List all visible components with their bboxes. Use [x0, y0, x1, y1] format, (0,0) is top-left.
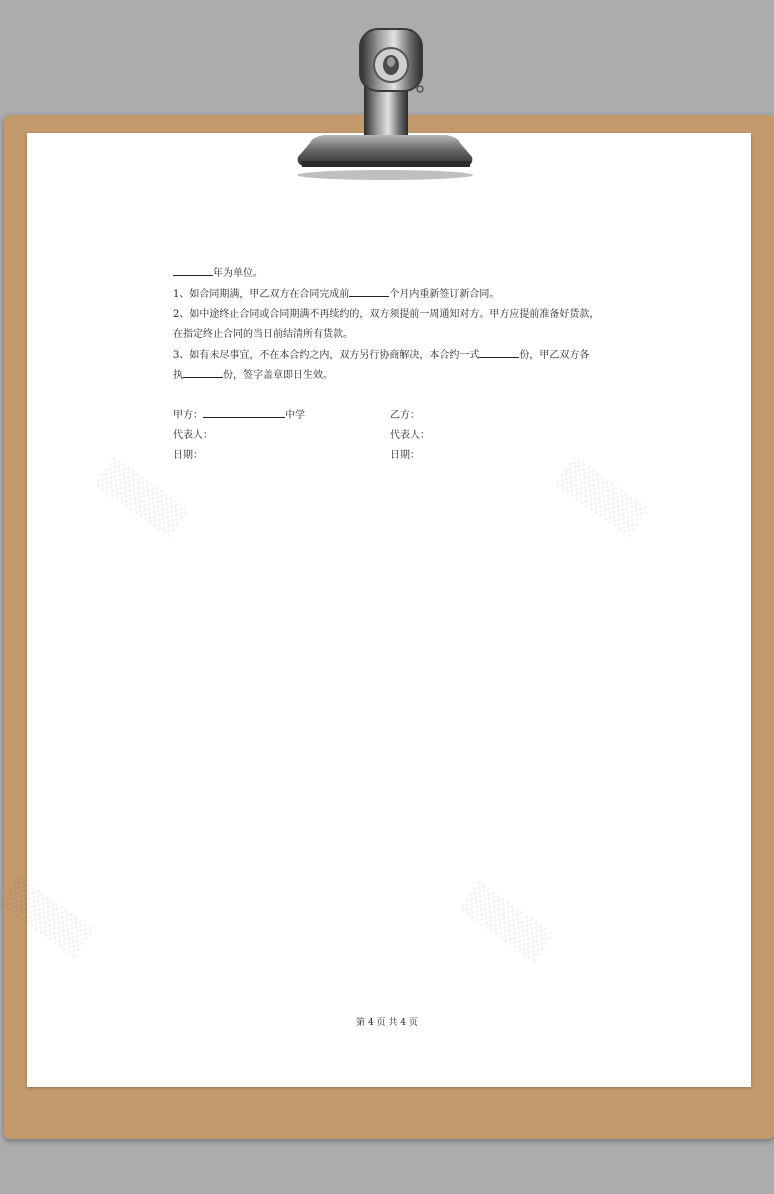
- clause-1: [173, 285, 499, 300]
- clause-3: [173, 346, 589, 361]
- paper-sheet: [27, 133, 751, 1087]
- rep-b-label: 代表人：: [390, 430, 430, 441]
- blank-field: [173, 265, 213, 276]
- clause-2: [173, 305, 599, 320]
- clause-3-continued: [173, 366, 333, 381]
- text-segment: 个月内重新签订新合同。: [389, 289, 500, 300]
- text-segment: 份，签字盖章即日生效。: [223, 370, 333, 381]
- date-b-line: [390, 446, 420, 461]
- party-a-label: 甲方：: [173, 410, 203, 421]
- date-b-label: 日期：: [390, 450, 420, 461]
- binder-clip-icon: [290, 25, 480, 180]
- blank-field: [203, 407, 285, 418]
- party-b-label: 乙方：: [390, 410, 420, 421]
- contract-line-1: [173, 264, 263, 279]
- page-number-footer: 第 4 页 共 4 页: [356, 1018, 418, 1028]
- blank-field: [349, 286, 389, 297]
- party-a-line: [173, 406, 305, 421]
- date-a-label: 日期：: [173, 450, 203, 461]
- rep-a-label: 代表人：: [173, 430, 213, 441]
- party-b-line: [390, 406, 420, 421]
- text-segment: 3、如有未尽事宜，不在本合约之内，双方另行协商解决，本合约一式: [173, 350, 480, 361]
- party-a-suffix: 中学: [285, 410, 305, 421]
- clause-2-continued: [173, 325, 353, 340]
- text-segment: 份，甲乙双方各: [519, 350, 590, 361]
- text-segment: 1、如合同期满，甲乙双方在合同完成前: [173, 289, 350, 300]
- rep-b-line: [390, 426, 430, 441]
- text-segment: 2、如中途终止合同或合同期满不再续约的，双方须提前一周通知对方。甲方应提前准备好货款，: [173, 309, 600, 320]
- text-segment: 年为单位。: [213, 268, 263, 279]
- blank-field: [183, 367, 223, 378]
- text-segment: 在指定终止合同的当日前结清所有货款。: [173, 329, 353, 340]
- date-a-line: [173, 446, 203, 461]
- blank-field: [479, 347, 519, 358]
- rep-a-line: [173, 426, 213, 441]
- text-segment: 执: [173, 370, 183, 381]
